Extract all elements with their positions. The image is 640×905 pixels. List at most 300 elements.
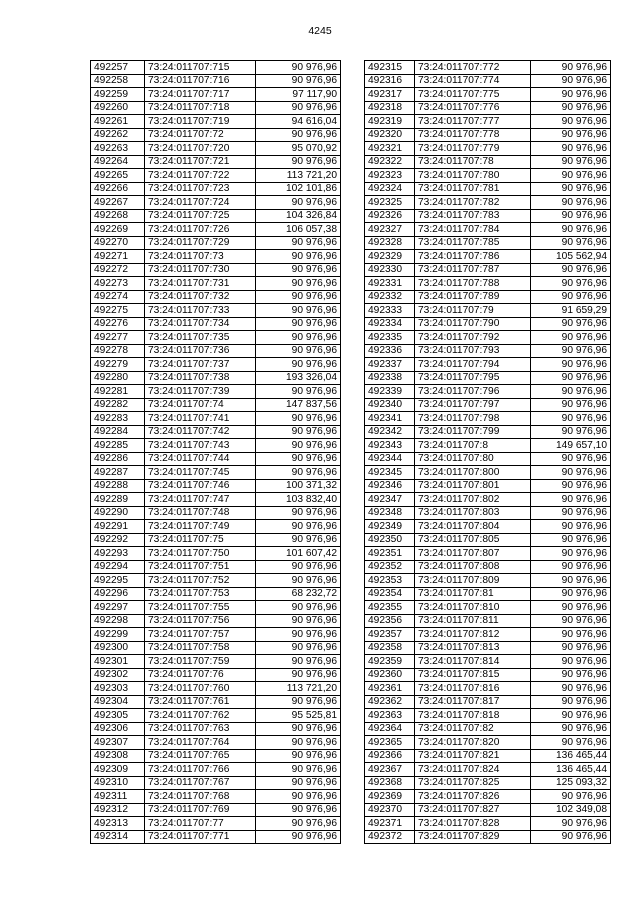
cadastral-number-cell: 73:24:011707:799 — [415, 425, 531, 439]
cadastral-number-cell: 73:24:011707:808 — [415, 560, 531, 574]
value-cell: 91 659,29 — [531, 304, 611, 318]
value-cell: 90 976,96 — [531, 736, 611, 750]
row-number-cell: 492259 — [91, 88, 145, 102]
table-row — [365, 223, 611, 237]
value-cell: 90 976,96 — [531, 223, 611, 237]
table-row — [91, 277, 341, 291]
cadastral-number-cell: 73:24:011707:786 — [415, 250, 531, 264]
row-number-cell: 492269 — [91, 223, 145, 237]
value-cell: 90 976,96 — [256, 790, 341, 804]
value-cell: 68 232,72 — [256, 587, 341, 601]
cadastral-number-cell: 73:24:011707:78 — [415, 155, 531, 169]
row-number-cell: 492333 — [365, 304, 415, 318]
cadastral-number-cell: 73:24:011707:790 — [415, 317, 531, 331]
value-cell: 90 976,96 — [256, 277, 341, 291]
value-cell: 90 976,96 — [531, 263, 611, 277]
value-cell: 90 976,96 — [256, 74, 341, 88]
table-row — [91, 466, 341, 480]
table-row — [91, 412, 341, 426]
table-row — [91, 587, 341, 601]
cadastral-number-cell: 73:24:011707:761 — [145, 695, 256, 709]
cadastral-number-cell: 73:24:011707:818 — [415, 709, 531, 723]
cadastral-number-cell: 73:24:011707:826 — [415, 790, 531, 804]
cadastral-number-cell: 73:24:011707:774 — [415, 74, 531, 88]
row-number-cell: 492340 — [365, 398, 415, 412]
cadastral-number-cell: 73:24:011707:780 — [415, 169, 531, 183]
table-row — [365, 830, 611, 844]
value-cell: 90 976,96 — [256, 520, 341, 534]
value-cell: 102 349,08 — [531, 803, 611, 817]
cadastral-number-cell: 73:24:011707:745 — [145, 466, 256, 480]
cadastral-number-cell: 73:24:011707:827 — [415, 803, 531, 817]
table-row — [91, 628, 341, 642]
table-row — [365, 587, 611, 601]
table-row — [91, 439, 341, 453]
table-row — [365, 736, 611, 750]
row-number-cell: 492364 — [365, 722, 415, 736]
row-number-cell: 492310 — [91, 776, 145, 790]
table-row — [91, 614, 341, 628]
value-cell: 90 976,96 — [531, 209, 611, 223]
cadastral-number-cell: 73:24:011707:785 — [415, 236, 531, 250]
row-number-cell: 492263 — [91, 142, 145, 156]
table-row — [365, 101, 611, 115]
row-number-cell: 492308 — [91, 749, 145, 763]
cadastral-number-cell: 73:24:011707:76 — [145, 668, 256, 682]
row-number-cell: 492323 — [365, 169, 415, 183]
cadastral-number-cell: 73:24:011707:788 — [415, 277, 531, 291]
cadastral-number-cell: 73:24:011707:767 — [145, 776, 256, 790]
cadastral-number-cell: 73:24:011707:802 — [415, 493, 531, 507]
table-row — [91, 560, 341, 574]
value-cell: 105 562,94 — [531, 250, 611, 264]
row-number-cell: 492312 — [91, 803, 145, 817]
row-number-cell: 492315 — [365, 61, 415, 75]
table-row — [91, 533, 341, 547]
value-cell: 90 976,96 — [531, 614, 611, 628]
row-number-cell: 492366 — [365, 749, 415, 763]
value-cell: 90 976,96 — [256, 358, 341, 372]
cadastral-number-cell: 73:24:011707:753 — [145, 587, 256, 601]
table-row — [365, 371, 611, 385]
table-row — [91, 479, 341, 493]
table-row — [91, 209, 341, 223]
row-number-cell: 492339 — [365, 385, 415, 399]
table-row — [91, 385, 341, 399]
value-cell: 90 976,96 — [256, 628, 341, 642]
value-cell: 90 976,96 — [531, 74, 611, 88]
cadastral-number-cell: 73:24:011707:733 — [145, 304, 256, 318]
value-cell: 90 976,96 — [256, 425, 341, 439]
cadastral-number-cell: 73:24:011707:766 — [145, 763, 256, 777]
page-number: 4245 — [308, 25, 332, 37]
table-row — [91, 776, 341, 790]
row-number-cell: 492288 — [91, 479, 145, 493]
table-row — [365, 263, 611, 277]
row-number-cell: 492307 — [91, 736, 145, 750]
cadastral-number-cell: 73:24:011707:716 — [145, 74, 256, 88]
row-number-cell: 492320 — [365, 128, 415, 142]
row-number-cell: 492358 — [365, 641, 415, 655]
row-number-cell: 492346 — [365, 479, 415, 493]
value-cell: 90 976,96 — [256, 263, 341, 277]
row-number-cell: 492311 — [91, 790, 145, 804]
cadastral-number-cell: 73:24:011707:775 — [415, 88, 531, 102]
cadastral-number-cell: 73:24:011707:758 — [145, 641, 256, 655]
value-cell: 90 976,96 — [256, 803, 341, 817]
row-number-cell: 492334 — [365, 317, 415, 331]
row-number-cell: 492297 — [91, 601, 145, 615]
table-row — [91, 763, 341, 777]
row-number-cell: 492306 — [91, 722, 145, 736]
cadastral-number-cell: 73:24:011707:751 — [145, 560, 256, 574]
value-cell: 100 371,32 — [256, 479, 341, 493]
table-row — [91, 331, 341, 345]
value-cell: 90 976,96 — [531, 115, 611, 129]
cadastral-number-cell: 73:24:011707:778 — [415, 128, 531, 142]
table-row — [365, 614, 611, 628]
table-row — [365, 749, 611, 763]
row-number-cell: 492314 — [91, 830, 145, 844]
row-number-cell: 492352 — [365, 560, 415, 574]
row-number-cell: 492294 — [91, 560, 145, 574]
cadastral-number-cell: 73:24:011707:812 — [415, 628, 531, 642]
table-row — [365, 169, 611, 183]
value-cell: 113 721,20 — [256, 169, 341, 183]
cadastral-number-cell: 73:24:011707:746 — [145, 479, 256, 493]
table-row — [91, 398, 341, 412]
table-row — [91, 101, 341, 115]
table-row — [91, 358, 341, 372]
row-number-cell: 492322 — [365, 155, 415, 169]
table-row — [365, 520, 611, 534]
value-cell: 90 976,96 — [256, 412, 341, 426]
table-row — [91, 452, 341, 466]
row-number-cell: 492354 — [365, 587, 415, 601]
value-cell: 90 976,96 — [531, 817, 611, 831]
value-cell: 90 976,96 — [531, 236, 611, 250]
value-cell: 90 976,96 — [256, 61, 341, 75]
cadastral-number-cell: 73:24:011707:772 — [415, 61, 531, 75]
table-row — [365, 425, 611, 439]
row-number-cell: 492282 — [91, 398, 145, 412]
table-row — [91, 668, 341, 682]
value-cell: 90 976,96 — [531, 628, 611, 642]
value-cell: 90 976,96 — [256, 695, 341, 709]
value-cell: 90 976,96 — [256, 250, 341, 264]
table-row — [365, 547, 611, 561]
value-cell: 90 976,96 — [531, 371, 611, 385]
table-row — [365, 182, 611, 196]
value-cell: 95 525,81 — [256, 709, 341, 723]
row-number-cell: 492326 — [365, 209, 415, 223]
row-number-cell: 492359 — [365, 655, 415, 669]
table-row — [91, 115, 341, 129]
value-cell: 90 976,96 — [531, 560, 611, 574]
value-cell: 101 607,42 — [256, 547, 341, 561]
value-cell: 90 976,96 — [256, 830, 341, 844]
table-row — [365, 776, 611, 790]
cadastral-number-cell: 73:24:011707:825 — [415, 776, 531, 790]
value-cell: 90 976,96 — [256, 560, 341, 574]
value-cell: 90 976,96 — [256, 101, 341, 115]
row-number-cell: 492360 — [365, 668, 415, 682]
table-row — [365, 790, 611, 804]
row-number-cell: 492279 — [91, 358, 145, 372]
cadastral-number-cell: 73:24:011707:739 — [145, 385, 256, 399]
row-number-cell: 492318 — [365, 101, 415, 115]
row-number-cell: 492367 — [365, 763, 415, 777]
value-cell: 90 976,96 — [256, 344, 341, 358]
cadastral-number-cell: 73:24:011707:762 — [145, 709, 256, 723]
cadastral-number-cell: 73:24:011707:718 — [145, 101, 256, 115]
row-number-cell: 492321 — [365, 142, 415, 156]
cadastral-number-cell: 73:24:011707:730 — [145, 263, 256, 277]
value-cell: 90 976,96 — [531, 142, 611, 156]
cadastral-number-cell: 73:24:011707:800 — [415, 466, 531, 480]
table-row — [365, 331, 611, 345]
table-row — [365, 155, 611, 169]
row-number-cell: 492309 — [91, 763, 145, 777]
cadastral-number-cell: 73:24:011707:747 — [145, 493, 256, 507]
value-cell: 90 976,96 — [256, 641, 341, 655]
cadastral-number-cell: 73:24:011707:816 — [415, 682, 531, 696]
table-row — [91, 682, 341, 696]
row-number-cell: 492275 — [91, 304, 145, 318]
table-row — [365, 695, 611, 709]
table-row — [365, 290, 611, 304]
value-cell: 90 976,96 — [256, 776, 341, 790]
row-number-cell: 492295 — [91, 574, 145, 588]
row-number-cell: 492278 — [91, 344, 145, 358]
value-cell: 90 976,96 — [256, 574, 341, 588]
row-number-cell: 492276 — [91, 317, 145, 331]
value-cell: 90 976,96 — [531, 128, 611, 142]
cadastral-number-cell: 73:24:011707:736 — [145, 344, 256, 358]
cadastral-number-cell: 73:24:011707:803 — [415, 506, 531, 520]
table-row — [365, 641, 611, 655]
row-number-cell: 492274 — [91, 290, 145, 304]
cadastral-number-cell: 73:24:011707:789 — [415, 290, 531, 304]
cadastral-number-cell: 73:24:011707:792 — [415, 331, 531, 345]
cadastral-number-cell: 73:24:011707:719 — [145, 115, 256, 129]
row-number-cell: 492284 — [91, 425, 145, 439]
cadastral-number-cell: 73:24:011707:793 — [415, 344, 531, 358]
table-row — [91, 196, 341, 210]
cadastral-number-cell: 73:24:011707:813 — [415, 641, 531, 655]
row-number-cell: 492350 — [365, 533, 415, 547]
table-row — [365, 574, 611, 588]
row-number-cell: 492265 — [91, 169, 145, 183]
row-number-cell: 492287 — [91, 466, 145, 480]
cadastral-number-cell: 73:24:011707:726 — [145, 223, 256, 237]
cadastral-number-cell: 73:24:011707:817 — [415, 695, 531, 709]
cadastral-number-cell: 73:24:011707:765 — [145, 749, 256, 763]
table-row — [91, 250, 341, 264]
table-row — [365, 128, 611, 142]
table-row — [365, 115, 611, 129]
cadastral-number-cell: 73:24:011707:776 — [415, 101, 531, 115]
row-number-cell: 492335 — [365, 331, 415, 345]
row-number-cell: 492356 — [365, 614, 415, 628]
value-cell: 90 976,96 — [256, 196, 341, 210]
row-number-cell: 492355 — [365, 601, 415, 615]
table-row — [365, 709, 611, 723]
cadastral-number-cell: 73:24:011707:8 — [415, 439, 531, 453]
value-cell: 90 976,96 — [531, 344, 611, 358]
value-cell: 90 976,96 — [256, 614, 341, 628]
table-row — [365, 763, 611, 777]
row-number-cell: 492332 — [365, 290, 415, 304]
value-cell: 90 976,96 — [256, 236, 341, 250]
row-number-cell: 492338 — [365, 371, 415, 385]
value-cell: 90 976,96 — [256, 601, 341, 615]
row-number-cell: 492286 — [91, 452, 145, 466]
table-row — [365, 61, 611, 75]
row-number-cell: 492317 — [365, 88, 415, 102]
cadastral-number-cell: 73:24:011707:811 — [415, 614, 531, 628]
value-cell: 90 976,96 — [531, 830, 611, 844]
cadastral-number-cell: 73:24:011707:721 — [145, 155, 256, 169]
value-cell: 90 976,96 — [256, 736, 341, 750]
row-number-cell: 492304 — [91, 695, 145, 709]
value-cell: 90 976,96 — [256, 452, 341, 466]
cadastral-number-cell: 73:24:011707:769 — [145, 803, 256, 817]
row-number-cell: 492271 — [91, 250, 145, 264]
table-row — [91, 830, 341, 844]
value-cell: 90 976,96 — [256, 466, 341, 480]
table-row — [365, 466, 611, 480]
row-number-cell: 492283 — [91, 412, 145, 426]
cadastral-number-cell: 73:24:011707:795 — [415, 371, 531, 385]
row-number-cell: 492264 — [91, 155, 145, 169]
cadastral-number-cell: 73:24:011707:829 — [415, 830, 531, 844]
table-row — [365, 277, 611, 291]
row-number-cell: 492302 — [91, 668, 145, 682]
cadastral-number-cell: 73:24:011707:768 — [145, 790, 256, 804]
value-cell: 90 976,96 — [256, 128, 341, 142]
table-row — [91, 790, 341, 804]
cadastral-number-cell: 73:24:011707:755 — [145, 601, 256, 615]
cadastral-number-cell: 73:24:011707:801 — [415, 479, 531, 493]
value-cell: 90 976,96 — [531, 668, 611, 682]
row-number-cell: 492298 — [91, 614, 145, 628]
table-row — [91, 709, 341, 723]
value-cell: 90 976,96 — [531, 722, 611, 736]
row-number-cell: 492258 — [91, 74, 145, 88]
value-cell: 90 976,96 — [531, 533, 611, 547]
table-row — [91, 128, 341, 142]
cadastral-number-cell: 73:24:011707:821 — [415, 749, 531, 763]
cadastral-number-cell: 73:24:011707:724 — [145, 196, 256, 210]
row-number-cell: 492353 — [365, 574, 415, 588]
table-row — [365, 682, 611, 696]
value-cell: 90 976,96 — [531, 155, 611, 169]
cadastral-number-cell: 73:24:011707:777 — [415, 115, 531, 129]
row-number-cell: 492343 — [365, 439, 415, 453]
table-row — [365, 533, 611, 547]
row-number-cell: 492296 — [91, 587, 145, 601]
value-cell: 90 976,96 — [531, 655, 611, 669]
table-row — [91, 317, 341, 331]
value-cell: 90 976,96 — [256, 817, 341, 831]
value-cell: 90 976,96 — [531, 88, 611, 102]
table-row — [91, 520, 341, 534]
row-number-cell: 492257 — [91, 61, 145, 75]
value-cell: 94 616,04 — [256, 115, 341, 129]
table-row — [91, 223, 341, 237]
value-cell: 90 976,96 — [531, 169, 611, 183]
cadastral-number-cell: 73:24:011707:804 — [415, 520, 531, 534]
value-cell: 90 976,96 — [531, 587, 611, 601]
value-cell: 90 976,96 — [531, 695, 611, 709]
cadastral-number-cell: 73:24:011707:787 — [415, 263, 531, 277]
value-cell: 90 976,96 — [256, 439, 341, 453]
table-row — [365, 398, 611, 412]
value-cell: 90 976,96 — [531, 101, 611, 115]
row-number-cell: 492291 — [91, 520, 145, 534]
row-number-cell: 492267 — [91, 196, 145, 210]
cadastral-number-cell: 73:24:011707:734 — [145, 317, 256, 331]
cadastral-number-cell: 73:24:011707:731 — [145, 277, 256, 291]
value-cell: 90 976,96 — [256, 668, 341, 682]
row-number-cell: 492336 — [365, 344, 415, 358]
value-cell: 90 976,96 — [531, 61, 611, 75]
cadastral-number-cell: 73:24:011707:764 — [145, 736, 256, 750]
row-number-cell: 492325 — [365, 196, 415, 210]
row-number-cell: 492316 — [365, 74, 415, 88]
table-row — [365, 668, 611, 682]
value-cell: 136 465,44 — [531, 763, 611, 777]
row-number-cell: 492362 — [365, 695, 415, 709]
table-row — [365, 439, 611, 453]
value-cell: 90 976,96 — [531, 425, 611, 439]
table-row — [365, 628, 611, 642]
table-row — [91, 493, 341, 507]
table-row — [91, 506, 341, 520]
value-cell: 90 976,96 — [531, 520, 611, 534]
row-number-cell: 492273 — [91, 277, 145, 291]
table-row — [365, 358, 611, 372]
table-row — [365, 817, 611, 831]
cadastral-number-cell: 73:24:011707:73 — [145, 250, 256, 264]
table-row — [91, 749, 341, 763]
table-row — [91, 88, 341, 102]
row-number-cell: 492347 — [365, 493, 415, 507]
value-cell: 90 976,96 — [531, 290, 611, 304]
cadastral-number-cell: 73:24:011707:717 — [145, 88, 256, 102]
row-number-cell: 492348 — [365, 506, 415, 520]
cadastral-number-cell: 73:24:011707:725 — [145, 209, 256, 223]
table-row — [91, 263, 341, 277]
cadastral-number-cell: 73:24:011707:741 — [145, 412, 256, 426]
row-number-cell: 492331 — [365, 277, 415, 291]
table-row — [365, 601, 611, 615]
value-cell: 103 832,40 — [256, 493, 341, 507]
cadastral-number-cell: 73:24:011707:715 — [145, 61, 256, 75]
value-cell: 90 976,96 — [256, 331, 341, 345]
cadastral-number-cell: 73:24:011707:738 — [145, 371, 256, 385]
table-row — [91, 817, 341, 831]
table-row — [91, 736, 341, 750]
value-cell: 90 976,96 — [531, 493, 611, 507]
table-row — [91, 169, 341, 183]
table-row — [91, 290, 341, 304]
row-number-cell: 492345 — [365, 466, 415, 480]
value-cell: 193 326,04 — [256, 371, 341, 385]
value-cell: 90 976,96 — [531, 412, 611, 426]
row-number-cell: 492369 — [365, 790, 415, 804]
